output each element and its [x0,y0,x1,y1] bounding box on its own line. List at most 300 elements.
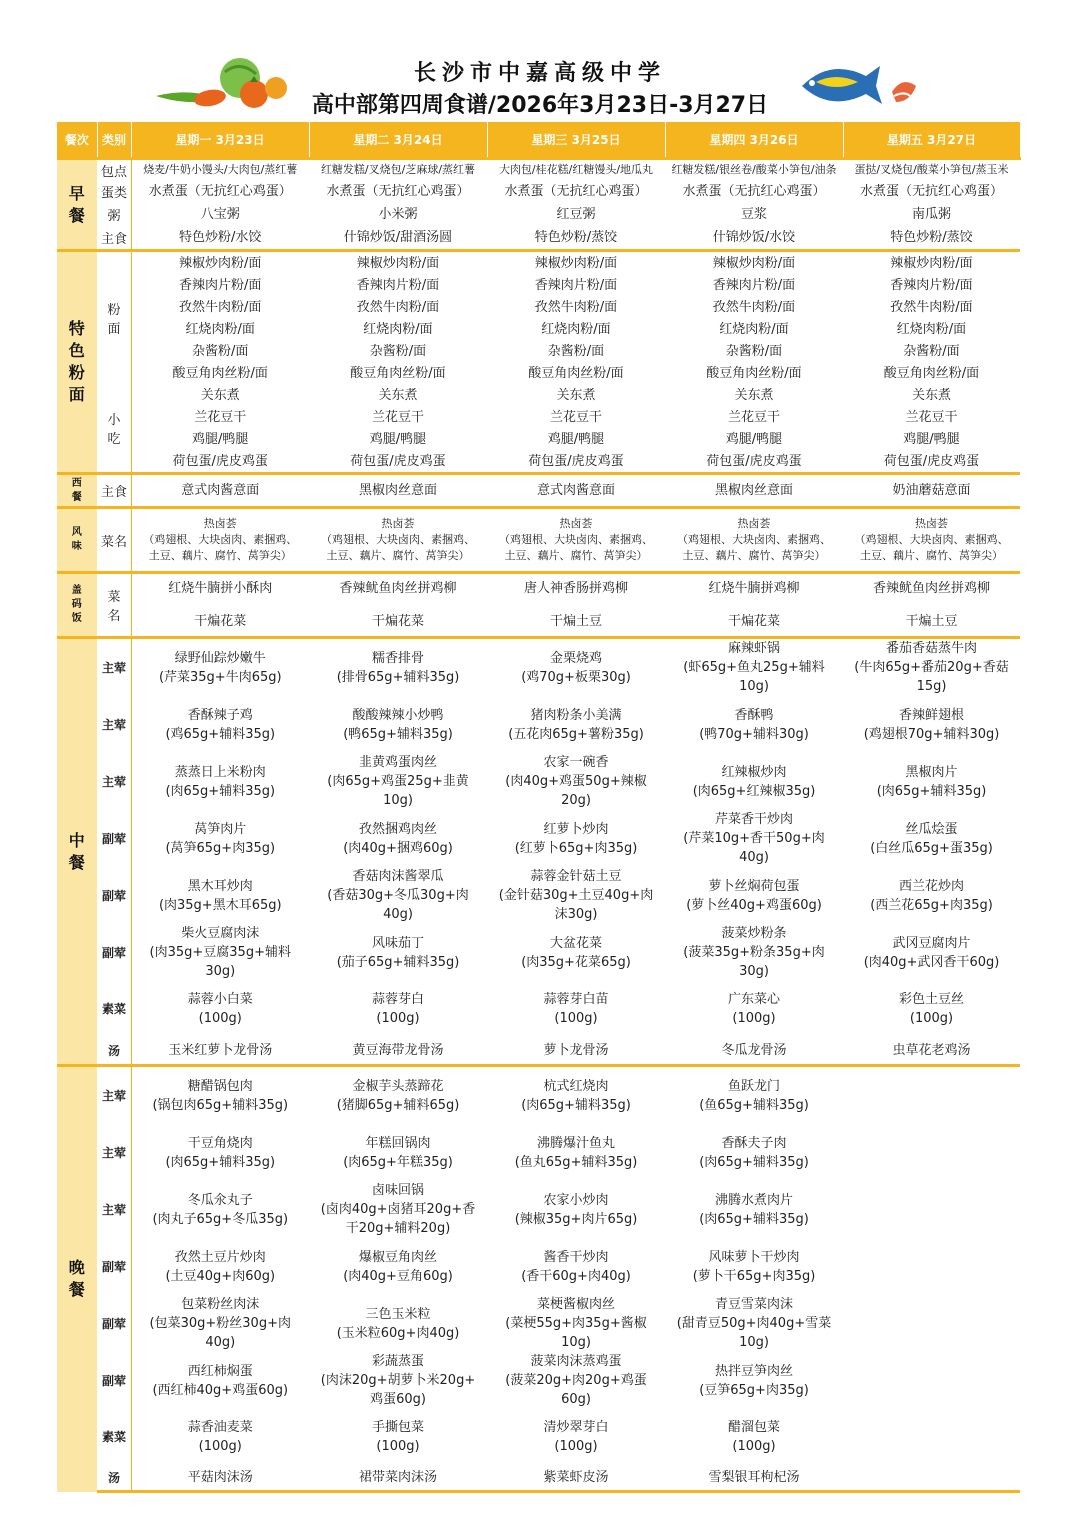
dish-line: （鸡翅根、大块卤肉、素捆鸡、 [854,533,1009,546]
dish-line: 西兰花炒肉 [898,878,964,894]
dish-line: (100g) [732,1010,776,1026]
dish-line: 蒜蓉小白菜 [187,991,253,1007]
menu-cell [665,1181,843,1238]
dish-line: (西红柿40g+鸡蛋60g) [152,1382,289,1398]
category-label-noodles: 粉 面 [97,251,131,385]
dish-line: 干煸花菜 [194,614,247,629]
dish-line: 干20g+辅料20g) [345,1221,451,1236]
dish-line: 黑椒肉片 [905,764,958,780]
menu-cell: 黑椒肉丝意面 [665,474,843,508]
dish-line: (肉65g+年糕35g) [343,1154,453,1170]
menu-cell: 鸡腿/鸭腿 [369,431,427,447]
dish-line: (肉35g+黑木耳65g) [158,897,282,913]
dish-line: (肉40g+捆鸡60g) [343,840,453,856]
menu-cell [309,981,487,1036]
dish-line: 30g) [739,964,769,979]
breakfast-label: 早 餐 [57,159,97,251]
menu-title: 高中部第四周食谱/2026年3月23日-3月27日 [311,93,769,118]
dish-line: 唐人神香肠拼鸡柳 [523,581,628,596]
menu-cell [487,1295,665,1352]
menu-cell [309,1124,487,1181]
dish-line: (萝卜丝40g+鸡蛋60g) [686,897,822,913]
menu-cell: 水煮蛋（无抗红心鸡蛋） [859,184,1003,199]
day-column-header: 星期五 3月27日 [843,122,1020,159]
dish-line: (100g) [554,1438,598,1454]
lunch-label: 中 餐 [57,638,97,1066]
dish-line: 10g) [739,679,769,694]
menu-cell [843,696,1020,753]
menu-cell: 香辣肉片粉/面 [712,277,796,293]
dish-line: 手撕包菜 [371,1419,424,1435]
menu-cell: 意式肉酱意面 [131,474,309,508]
dish-line: （鸡翅根、大块卤肉、素捆鸡、 [143,533,298,546]
menu-cell: 荷包蛋/虎皮鸡蛋 [528,453,624,469]
dish-line: 酱香干炒肉 [543,1249,609,1265]
category-label: 主荤 [97,638,131,697]
menu-cell [131,1238,309,1295]
dish-line: 蒜蓉金针菇土豆 [530,869,622,884]
menu-cell: 关东煮 [556,387,596,403]
dish-line: (辣椒35g+肉片65g) [514,1211,638,1227]
dish-line: 玉米红萝卜龙骨汤 [168,1042,273,1058]
dish-line: (肉35g+豆腐35g+辅料 [149,945,291,960]
dish-line: (芹菜10g+香干50g+肉 [683,831,825,846]
menu-cell: 红烧肉粉/面 [896,321,967,337]
dish-line: 广东菜心 [727,991,780,1007]
menu-cell [309,1036,487,1066]
dish-line: 平菇肉沫汤 [187,1469,253,1485]
menu-cell [843,810,1020,867]
dish-line: 柴火豆腐肉沫 [181,926,260,941]
day-column-header: 星期三 3月25日 [487,122,665,159]
menu-cell: 酸豆角肉丝粉/面 [350,365,446,381]
dish-line: 萝卜丝焖荷包蛋 [708,878,800,894]
dish-line: 韭黄鸡蛋肉丝 [358,755,437,770]
dish-line: (西兰花65g+肉35g) [870,897,993,913]
dish-line: (肉沫20g+胡萝卜米20g+ [320,1373,476,1388]
menu-cell [487,508,665,573]
dish-line: 三色玉米粒 [365,1306,431,1322]
dish-line: 紫菜虾皮汤 [543,1469,609,1485]
dish-line: 40g) [205,1335,236,1350]
dish-line: 10g) [561,1335,591,1350]
menu-cell [487,638,665,697]
category-label: 菜 名 [97,573,131,638]
dish-line: （鸡翅根、大块卤肉、素捆鸡、 [499,533,653,546]
menu-cell [131,867,309,924]
menu-cell: 孜然牛肉粉/面 [890,299,973,315]
menu-cell [309,1238,487,1295]
menu-cell: 孜然牛肉粉/面 [534,299,618,315]
category-label: 粥 [97,203,131,226]
dish-line: 干煸土豆 [905,614,958,629]
dish-line: 爆椒豆角肉丝 [358,1249,437,1265]
dish-line: (鱼65g+辅料35g) [699,1097,809,1113]
dish-line: (菠菜20g+肉20g+鸡蛋 [505,1373,647,1388]
menu-cell: 水煮蛋（无抗红心鸡蛋） [326,184,470,199]
menu-cell [487,1181,665,1238]
menu-cell [843,1066,1020,1125]
dish-line: (100g) [909,1010,954,1026]
menu-cell [131,1464,309,1492]
menu-cell [665,1352,843,1409]
menu-cell [487,867,665,924]
dish-line: (肉丸子65g+冬瓜35g) [152,1211,289,1227]
menu-cell: 杂酱粉/面 [192,343,249,359]
menu-cell: 八宝粥 [200,207,240,222]
category-label: 副荤 [97,1352,131,1409]
dish-line: (白丝瓜65g+蛋35g) [870,840,993,856]
dish-line: (鸭70g+辅料30g) [699,726,809,742]
menu-cell: 红烧肉粉/面 [185,321,255,337]
dish-line: 热卤荟 [381,517,415,530]
menu-cell: 红烧肉粉/面 [541,321,611,337]
category-label: 主荤 [97,1181,131,1238]
dish-line: 黄豆海带龙骨汤 [352,1042,444,1058]
menu-cell: 荷包蛋/虎皮鸡蛋 [350,453,446,469]
dish-line: (菠菜35g+粉条35g+肉 [683,945,825,960]
dish-line: (豆笋65g+肉35g) [699,1382,809,1398]
dish-line: (金针菇30g+土豆40g+肉 [498,888,654,903]
menu-cell [131,810,309,867]
meal-column-header: 餐次 [57,122,97,159]
dish-line: 冬瓜氽丸子 [187,1192,253,1208]
dish-line: 香菇肉沫酱翠瓜 [352,869,444,884]
menu-cell: 孜然牛肉粉/面 [179,299,262,315]
dish-line: 红萝卜炒肉 [543,821,609,837]
menu-table [57,122,1021,1493]
dish-line: 蒜蓉芽白苗 [543,991,609,1007]
category-label: 素菜 [97,981,131,1036]
menu-cell [131,753,309,810]
dish-line: 芹菜香干炒肉 [714,812,793,827]
menu-cell [843,1295,1020,1352]
menu-cell [665,1409,843,1464]
dish-line: (100g) [554,1010,598,1026]
menu-cell [843,867,1020,924]
category-label: 副荤 [97,810,131,867]
menu-cell: 兰花豆干 [727,409,780,425]
dish-line: 热卤荟 [915,517,948,530]
category-label: 主荤 [97,1066,131,1125]
menu-cell: 小米粥 [378,207,418,222]
dish-line: 干煸花菜 [371,614,424,629]
dish-line: 大盆花菜 [549,935,602,951]
dish-line: 年糕回锅肉 [365,1135,431,1151]
menu-cell [487,1036,665,1066]
dish-line: 土豆、藕片、腐竹、莴笋尖） [148,549,292,562]
dish-line: (肉65g+辅料35g) [876,783,987,799]
dish-line: 香酥夫子肉 [721,1135,787,1151]
dish-line: 60g) [561,1392,591,1407]
dish-line: 绿野仙踪炒嫩牛 [174,650,266,666]
dish-line: 莴笋肉片 [194,821,247,837]
menu-cell [131,1295,309,1352]
dish-line: (萝卜干65g+肉35g) [692,1268,816,1284]
dish-line: 彩蔬蒸蛋 [371,1354,424,1369]
dish-line: (牛肉65g+番茄20g+香菇 [854,660,1009,675]
menu-cell: 水煮蛋（无抗红心鸡蛋） [682,184,826,199]
dish-line: (肉65g+红辣椒35g) [692,783,816,799]
menu-cell: 关东煮 [734,387,774,403]
dish-line: (100g) [198,1438,242,1454]
dish-line: 卤味回锅 [371,1183,424,1198]
menu-cell: 辣椒炒肉粉/面 [131,251,309,275]
menu-cell: 红豆粥 [556,207,596,222]
menu-cell [131,508,309,573]
menu-cell [131,1036,309,1066]
menu-cell: 杂酱粉/面 [725,343,783,359]
dish-line: 彩色土豆丝 [898,991,964,1007]
menu-cell [487,753,665,810]
dish-line: 金栗烧鸡 [549,650,602,666]
menu-cell: 杂酱粉/面 [903,343,960,359]
menu-cell [665,867,843,924]
menu-cell: 鸡腿/鸭腿 [725,431,783,447]
menu-cell: 特色炒粉/蒸饺 [534,230,618,245]
menu-cell: 奶油蘑菇意面 [843,474,1020,508]
menu-cell [843,1352,1020,1409]
noodles-label: 特 色 粉 面 [57,251,97,474]
menu-cell: 酸豆角肉丝粉/面 [172,365,268,381]
menu-cell [309,696,487,753]
menu-cell [131,1181,309,1238]
dish-line: (肉40g+鸡蛋50g+辣椒 [505,774,647,789]
menu-cell [131,1409,309,1464]
dish-line: 红烧牛腩拼小酥肉 [168,581,273,596]
dish-line: (鱼丸65g+辅料35g) [514,1154,638,1170]
menu-cell: 特色炒粉/蒸饺 [890,230,973,245]
category-label: 主荤 [97,696,131,753]
category-label: 素菜 [97,1409,131,1464]
category-column-header: 类别 [97,122,131,159]
menu-cell: 兰花豆干 [194,409,247,425]
day-column-header: 星期二 3月24日 [309,122,487,159]
dish-line: (鸡70g+板栗30g) [521,669,631,685]
menu-cell: 红烧肉粉/面 [363,321,433,337]
dish-line: (肉65g+辅料35g) [521,1097,631,1113]
dish-line: 干煸花菜 [727,614,780,629]
dish-line: 15g) [916,679,947,694]
menu-cell [665,810,843,867]
menu-cell [131,573,309,638]
western-label: 西 餐 [57,474,97,508]
menu-cell: 香辣肉片粉/面 [179,277,262,293]
dish-line: 菜梗酱椒肉丝 [536,1297,615,1312]
category-label: 主荤 [97,753,131,810]
menu-cell: 烧麦/牛奶小馒头/大肉包/蒸红薯 [131,159,309,181]
dish-line: 香酥鸭 [734,707,774,723]
page-header [0,0,1080,122]
menu-cell [843,924,1020,981]
category-label: 副荤 [97,1238,131,1295]
menu-cell [309,1464,487,1492]
dish-line: 虫草花老鸡汤 [892,1042,971,1058]
menu-cell [843,753,1020,810]
dish-line: 包菜粉丝肉沫 [181,1297,260,1312]
menu-cell [309,573,487,638]
dish-line: 沸腾爆汁鱼丸 [536,1135,615,1151]
category-label: 主荤 [97,1124,131,1181]
dish-line: 西红柿焖蛋 [187,1363,253,1379]
dish-line: 风味萝卜干炒肉 [708,1249,800,1265]
category-label: 汤 [97,1464,131,1492]
dish-line: (肉35g+花菜65g) [521,954,631,970]
menu-cell [665,1295,843,1352]
dish-line: 热卤荟 [737,517,771,530]
dish-line: (香干60g+肉40g) [521,1268,631,1284]
menu-cell [487,696,665,753]
menu-cell [131,1066,309,1125]
dish-line: (五花肉65g+薯粉35g) [508,726,644,742]
menu-cell [487,981,665,1036]
dish-line: (100g) [376,1010,420,1026]
dish-line: 土豆、藕片、腐竹、莴笋尖） [504,549,648,562]
menu-cell [131,696,309,753]
menu-cell [665,1036,843,1066]
menu-cell [131,1124,309,1181]
menu-cell [487,1464,665,1492]
menu-cell [843,1238,1020,1295]
dish-line: 青豆雪菜肉沫 [714,1297,793,1312]
menu-cell: 酸豆角肉丝粉/面 [528,365,624,381]
menu-cell [487,1124,665,1181]
menu-cell [309,1066,487,1125]
dish-line: 土豆、藕片、腐竹、莴笋尖） [682,549,826,562]
menu-cell: 南瓜粥 [911,207,951,222]
menu-cell: 兰花豆干 [905,409,958,425]
menu-cell: 兰花豆干 [371,409,424,425]
dish-line: (红萝卜65g+肉35g) [514,840,638,856]
menu-cell: 辣椒炒肉粉/面 [665,251,843,275]
dish-line: 糯香排骨 [371,650,424,666]
dish-line: 鱼跃龙门 [727,1078,780,1094]
dish-line: 10g) [383,793,413,808]
dish-line: 土豆、藕片、腐竹、莴笋尖） [326,549,470,562]
menu-cell [665,1124,843,1181]
dish-line: (肉65g+鸡蛋25g+韭黄 [327,774,469,789]
dish-line: 金椒芋头蒸蹄花 [352,1078,444,1094]
menu-cell: 孜然牛肉粉/面 [712,299,796,315]
dish-line: 萝卜龙骨汤 [543,1042,609,1058]
menu-cell [487,810,665,867]
dish-line: (鸭65g+辅料35g) [343,726,453,742]
dish-line: (虾65g+鱼丸25g+辅料 [683,660,825,675]
dish-line: （鸡翅根、大块卤肉、素捆鸡、 [321,533,475,546]
dish-line: 干煸土豆 [549,614,602,629]
day-column-header: 星期一 3月23日 [131,122,309,159]
dish-line: (肉65g+辅料35g) [165,1154,276,1170]
dish-line: 酸酸辣辣小炒鸭 [352,707,444,723]
dish-line: (鸡翅根70g+辅料30g) [863,726,1000,742]
dish-line: (肉40g+豆角60g) [343,1268,453,1284]
dish-line: (锅包肉65g+辅料35g) [152,1097,289,1113]
dish-line: 杭式红烧肉 [543,1078,609,1094]
category-label: 菜名 [97,508,131,573]
category-label: 蛋类 [97,180,131,203]
dish-line: 沫30g) [554,907,598,922]
menu-cell: 黑椒肉丝意面 [309,474,487,508]
dish-line: (排骨65g+辅料35g) [336,669,460,685]
menu-cell [309,924,487,981]
dish-line: 孜然土豆片炒肉 [174,1249,266,1265]
dish-line: (100g) [376,1438,420,1454]
dish-line: 清炒翠芽白 [543,1419,609,1435]
dish-line: (猪脚65g+辅料65g) [336,1097,460,1113]
dish-line: 丝瓜烩蛋 [905,821,958,837]
dish-line: 风味茄丁 [371,935,424,951]
category-label: 副荤 [97,867,131,924]
menu-cell: 兰花豆干 [549,409,602,425]
menu-cell: 杂酱粉/面 [369,343,427,359]
dish-line: 热卤荟 [559,517,593,530]
dish-line: 香酥辣子鸡 [187,707,253,723]
dish-line: 菠菜炒粉条 [721,926,787,941]
menu-cell: 红烧肉粉/面 [719,321,789,337]
menu-cell: 关东煮 [200,387,240,403]
menu-cell: 辣椒炒肉粉/面 [487,251,665,275]
seafood-icon [796,52,920,114]
menu-cell [665,638,843,697]
dish-line: 土豆、藕片、腐竹、莴笋尖） [860,549,1003,562]
dish-line: 菠菜肉沫蒸鸡蛋 [530,1354,622,1369]
category-label: 副荤 [97,924,131,981]
menu-cell: 水煮蛋（无抗红心鸡蛋） [148,184,292,199]
menu-cell [131,1352,309,1409]
dish-line: 30g) [205,964,236,979]
menu-cell [665,981,843,1036]
menu-cell [665,753,843,810]
menu-cell: 鸡腿/鸭腿 [547,431,605,447]
menu-cell [843,981,1020,1036]
dish-line: 孜然捆鸡肉丝 [358,821,437,837]
dish-line: (肉40g+武冈香干60g) [863,954,1000,970]
category-label: 包点 [97,159,131,181]
menu-cell: 荷包蛋/虎皮鸡蛋 [172,453,268,469]
day-column-header: 星期四 3月26日 [665,122,843,159]
dish-line: 黑木耳炒肉 [187,878,253,894]
menu-cell: 鸡腿/鸭腿 [903,431,960,447]
menu-cell: 辣椒炒肉粉/面 [309,251,487,275]
dish-line: 10g) [739,1335,769,1350]
menu-cell: 红糖发糕/银丝卷/酸菜小笋包/油条 [665,159,843,181]
menu-cell: 香辣肉片粉/面 [356,277,440,293]
menu-cell [843,1036,1020,1066]
menu-cell: 蛋挞/叉烧包/酸菜小笋包/蒸玉米 [843,159,1020,181]
menu-cell [487,1238,665,1295]
menu-cell [131,638,309,697]
dish-line: 糖醋锅包肉 [187,1078,253,1094]
menu-cell [309,1181,487,1238]
dish-line: 麻辣虾锅 [727,641,780,656]
menu-cell: 荷包蛋/虎皮鸡蛋 [706,453,802,469]
dish-line: (甜青豆50g+肉40g+雪菜 [676,1316,832,1331]
school-name: 长沙市中嘉高级中学 [413,61,666,86]
dish-line: 蒜香油麦菜 [187,1419,253,1435]
menu-cell: 水煮蛋（无抗红心鸡蛋） [504,184,648,199]
menu-cell: 红糖发糕/叉烧包/芝麻球/蒸红薯 [309,159,487,181]
dish-line: (肉65g+辅料35g) [699,1211,809,1227]
dish-line: (包菜30g+粉丝30g+肉 [149,1316,291,1331]
dish-line: 蒸蒸日上米粉肉 [174,764,266,780]
dish-line: (芹菜35g+牛肉65g) [158,669,282,685]
menu-cell [665,696,843,753]
dish-line: (香菇30g+冬瓜30g+肉 [327,888,469,903]
menu-cell [665,508,843,573]
dish-line: (卤肉40g+卤猪耳20g+香 [320,1202,476,1217]
dish-line: (肉65g+辅料35g) [699,1154,809,1170]
menu-cell [487,924,665,981]
